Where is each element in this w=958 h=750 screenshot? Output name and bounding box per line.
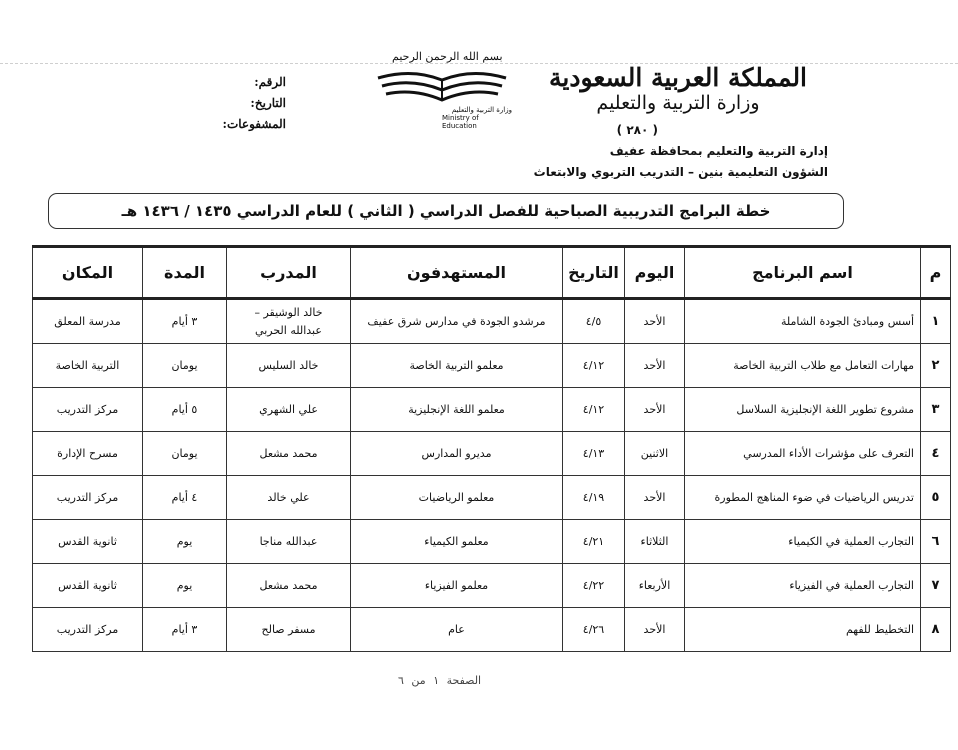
cell-trainer: عبدالله مناجا: [227, 520, 351, 564]
header-beneficiaries: المستهدفون: [351, 247, 563, 299]
ministry-name: وزارة التربية والتعليم: [596, 92, 760, 114]
cell-program: التعرف على مؤشرات الأداء المدرسي: [685, 432, 921, 476]
table-row: [33, 564, 951, 608]
cell-trainer: خالد السليس: [227, 344, 351, 388]
cell-num: ٨: [921, 608, 951, 652]
cell-day: الاثنين: [625, 432, 685, 476]
cell-duration: ٤ أيام: [143, 476, 227, 520]
field-number-label: الرقم:: [254, 75, 286, 89]
cell-beneficiaries: معلمو التربية الخاصة: [351, 344, 563, 388]
cell-num: ١: [921, 299, 951, 344]
cell-date: ٤/١٢: [563, 388, 625, 432]
cell-day: الأحد: [625, 344, 685, 388]
cell-day: الأحد: [625, 388, 685, 432]
table-row: [33, 432, 951, 476]
table-row: [33, 476, 951, 520]
cell-beneficiaries: معلمو الفيزياء: [351, 564, 563, 608]
cell-beneficiaries: مديرو المدارس: [351, 432, 563, 476]
letter-number: ( ٢٨٠ ): [616, 123, 658, 137]
header-place: المكان: [33, 247, 143, 299]
trainer-name: خالد الوشيقر –: [254, 305, 323, 319]
cell-place: التربية الخاصة: [33, 344, 143, 388]
cell-num: ٦: [921, 520, 951, 564]
cell-day: الأحد: [625, 476, 685, 520]
plan-title: خطة البرامج التدريبية الصباحية للفصل الدراسي ( الثاني ) للعام الدراسي ١٤٣٥ / ١٤٣٦ هـ: [121, 202, 771, 220]
cell-num: ٤: [921, 432, 951, 476]
cell-beneficiaries: مرشدو الجودة في مدارس شرق عفيف: [351, 299, 563, 344]
cell-program: أسس ومبادئ الجودة الشاملة: [685, 299, 921, 344]
cell-beneficiaries: عام: [351, 608, 563, 652]
cell-program: مهارات التعامل مع طلاب التربية الخاصة: [685, 344, 921, 388]
cell-trainer: [227, 299, 351, 344]
cell-trainer: علي الشهري: [227, 388, 351, 432]
letterhead-right: [548, 64, 808, 114]
cell-duration: يومان: [143, 432, 227, 476]
cell-day: الأربعاء: [625, 564, 685, 608]
cell-beneficiaries: معلمو الرياضيات: [351, 476, 563, 520]
table-row: [33, 520, 951, 564]
header-trainer: المدرب: [227, 247, 351, 299]
cell-place: ثانوية القدس: [33, 564, 143, 608]
trainer-name-second: عبدالله الحربي: [255, 323, 322, 337]
cell-num: ٣: [921, 388, 951, 432]
cell-date: ٤/١٣: [563, 432, 625, 476]
table-header-row: [33, 247, 951, 299]
cell-date: ٤/٢٢: [563, 564, 625, 608]
cell-program: مشروع تطوير اللغة الإنجليزية السلاسل: [685, 388, 921, 432]
cell-program: التجارب العملية في الفيزياء: [685, 564, 921, 608]
cell-duration: يومان: [143, 344, 227, 388]
header-program: اسم البرنامج: [685, 247, 921, 299]
cell-day: الأحد: [625, 608, 685, 652]
cell-num: ٧: [921, 564, 951, 608]
cell-date: ٤/١٩: [563, 476, 625, 520]
logo-caption: وزارة التربية والتعليم Ministry of Education: [442, 106, 512, 130]
cell-duration: يوم: [143, 520, 227, 564]
plan-title-box: [48, 193, 844, 229]
header-duration: المدة: [143, 247, 227, 299]
cell-program: التخطيط للفهم: [685, 608, 921, 652]
cell-program: التجارب العملية في الكيمياء: [685, 520, 921, 564]
cell-date: ٤/٥: [563, 299, 625, 344]
cell-place: مركز التدريب: [33, 476, 143, 520]
cell-program: تدريس الرياضيات في ضوء المناهج المطورة: [685, 476, 921, 520]
cell-place: مركز التدريب: [33, 608, 143, 652]
header-num: م: [921, 247, 951, 299]
cell-num: ٢: [921, 344, 951, 388]
kingdom-name: المملكة العربية السعودية: [548, 63, 808, 92]
cell-duration: ٣ أيام: [143, 299, 227, 344]
cell-date: ٤/١٢: [563, 344, 625, 388]
cell-day: الأحد: [625, 299, 685, 344]
header-date: التاريخ: [563, 247, 625, 299]
table-row: [33, 608, 951, 652]
cell-place: ثانوية القدس: [33, 520, 143, 564]
field-attachments-label: المشفوعات:: [222, 117, 286, 131]
table-row: [33, 299, 951, 344]
ministry-logo: [372, 50, 512, 130]
cell-num: ٥: [921, 476, 951, 520]
basmala-text: بسم الله الرحمن الرحيم: [392, 50, 503, 63]
cell-trainer: محمد مشعل: [227, 564, 351, 608]
cell-date: ٤/٢١: [563, 520, 625, 564]
cell-trainer: علي خالد: [227, 476, 351, 520]
cell-beneficiaries: معلمو الكيمياء: [351, 520, 563, 564]
field-date-label: التاريخ:: [250, 96, 286, 110]
table-row: [33, 344, 951, 388]
directorate-name: إدارة التربية والتعليم بمحافظة عفيف: [609, 144, 828, 158]
cell-place: مركز التدريب: [33, 388, 143, 432]
cell-duration: يوم: [143, 564, 227, 608]
cell-day: الثلاثاء: [625, 520, 685, 564]
letterhead-fields: [222, 72, 286, 135]
header-day: اليوم: [625, 247, 685, 299]
cell-date: ٤/٢٦: [563, 608, 625, 652]
table-row: [33, 388, 951, 432]
cell-place: مدرسة المعلق: [33, 299, 143, 344]
cell-beneficiaries: معلمو اللغة الإنجليزية: [351, 388, 563, 432]
page-number: الصفحة ١ من ٦: [398, 674, 482, 687]
cell-trainer: محمد مشعل: [227, 432, 351, 476]
cell-duration: ٥ أيام: [143, 388, 227, 432]
cell-trainer: مسفر صالح: [227, 608, 351, 652]
programs-table: [32, 245, 951, 652]
cell-place: مسرح الإدارة: [33, 432, 143, 476]
cell-duration: ٣ أيام: [143, 608, 227, 652]
department-name: الشؤون التعليمية بنين – التدريب التربوي والابتعاث: [533, 165, 828, 179]
